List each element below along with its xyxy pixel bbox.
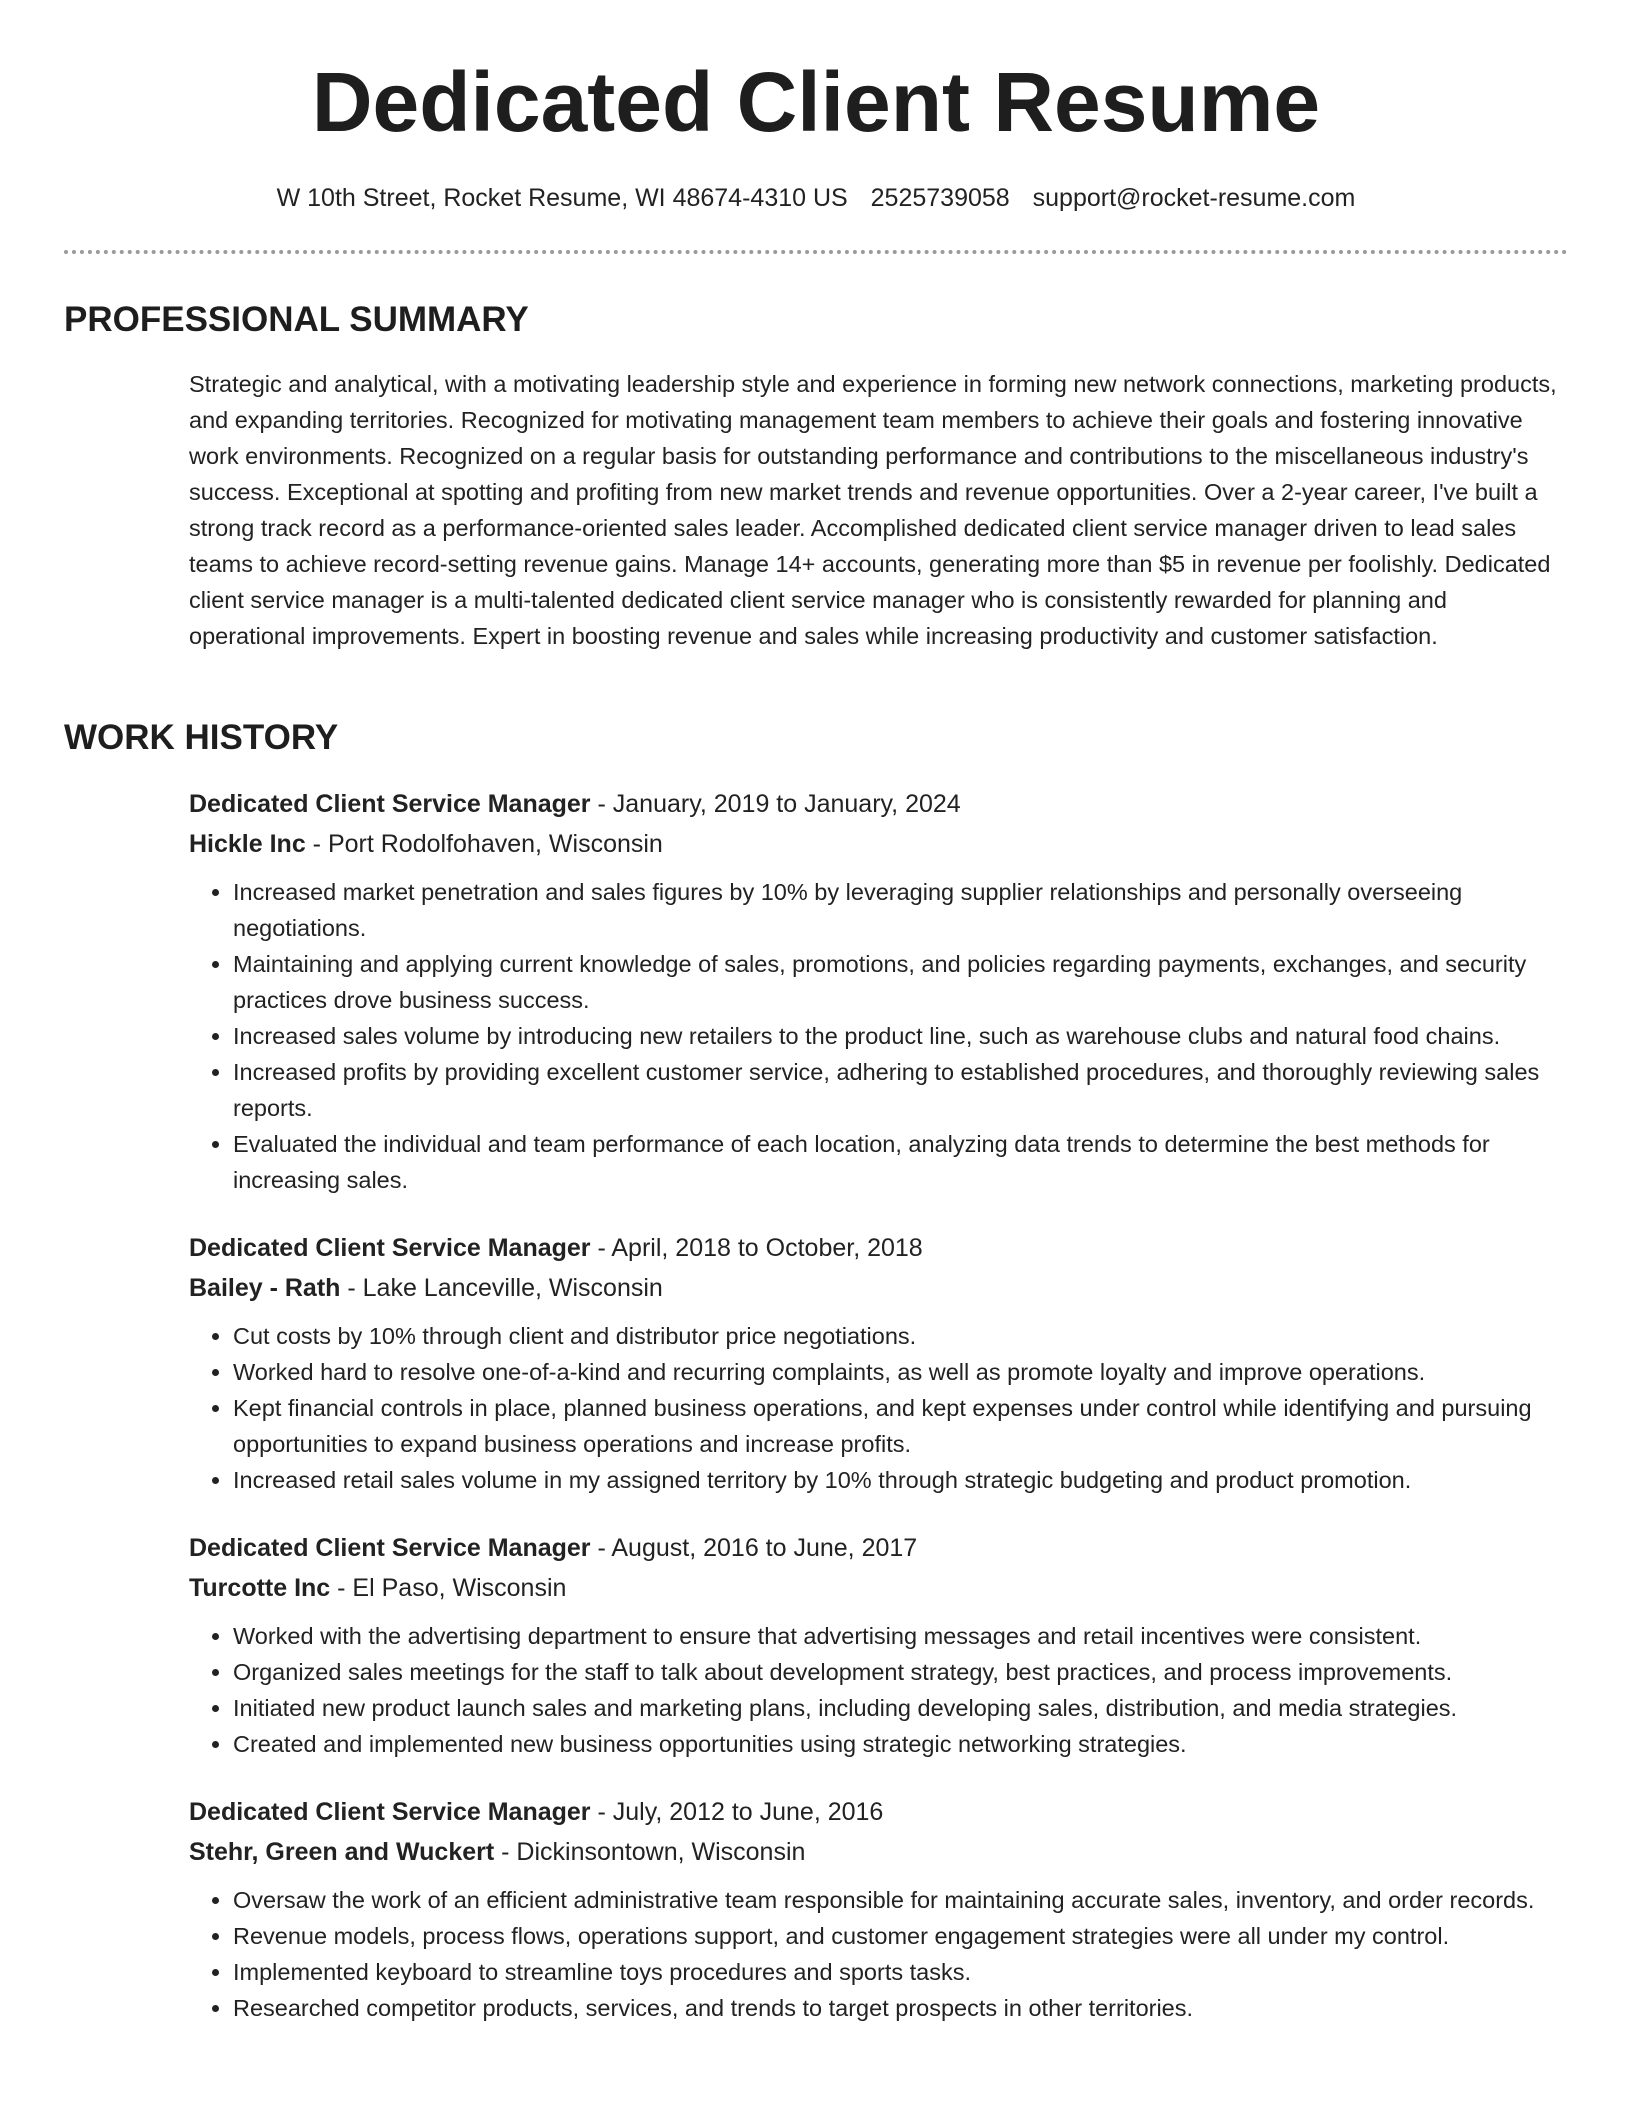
contact-email: support@rocket-resume.com <box>1032 184 1356 212</box>
contact-address: W 10th Street, Rocket Resume, WI 48674-4310 US <box>276 184 848 212</box>
job-bullet: • Revenue models, process flows, operations support, and customer engagement strategies were all under my control. <box>233 1918 1569 1954</box>
job-title: Dedicated Client Service Manager <box>189 1798 591 1826</box>
job-company: Hickle Inc <box>189 830 306 858</box>
job-dates: - August, 2016 to June, 2017 <box>590 1534 918 1562</box>
job-bullet: • Initiated new product launch sales and marketing plans, including developing sales, distribution, and media strategies. <box>233 1690 1569 1726</box>
resume-title: Dedicated Client Resume <box>311 55 1321 149</box>
job-company: Turcotte Inc <box>189 1574 331 1602</box>
job-bullet: • Worked with the advertising department to ensure that advertising messages and retail incentives were consistent. <box>233 1618 1569 1654</box>
job-title: Dedicated Client Service Manager <box>189 1234 591 1262</box>
job-bullet: • Created and implemented new business opportunities using strategic networking strategies. <box>233 1726 1569 1762</box>
job-bullet: • Organized sales meetings for the staff to talk about development strategy, best practices, and process improvements. <box>233 1654 1569 1690</box>
job-dates: - July, 2012 to June, 2016 <box>590 1798 884 1826</box>
job-bullet: • Kept financial controls in place, planned business operations, and kept expenses under control while identifying and pursuing opportunities to expand business operations and increase profits. <box>233 1390 1569 1462</box>
job-title: Dedicated Client Service Manager <box>189 790 591 818</box>
job-company-line <box>189 824 1569 864</box>
job-bullet: • Cut costs by 10% through client and distributor price negotiations. <box>233 1318 1569 1354</box>
job-entry <box>189 1528 1569 1762</box>
job-entry <box>189 1228 1569 1498</box>
job-company: Stehr, Green and Wuckert <box>189 1838 495 1866</box>
job-title-line <box>189 1792 1569 1832</box>
job-bullets <box>189 1318 1569 1498</box>
summary-text: Strategic and analytical, with a motivating leadership style and experience in forming new network connections, marketing products, and expanding territories. Recognized for motivating management team members to achieve their goals and fostering innovative work environments. Recognized on a regular basis for outstanding performance and contributions to the miscellaneous industry's success. Exceptional at spotting and profiting from new market trends and revenue opportunities. Over a 2-year career, I've built a strong track record as a performance-oriented sales leader. Accomplished dedicated client service manager driven to lead sales teams to achieve record-setting revenue gains. Manage 14+ accounts, generating more than $5 in revenue per foolishly. Dedicated client service manager is a multi-talented dedicated client service manager who is consistently rewarded for planning and operational improvements. Expert in boosting revenue and sales while increasing productivity and customer satisfaction. <box>189 371 1557 649</box>
job-title: Dedicated Client Service Manager <box>189 1534 591 1562</box>
job-dates: - January, 2019 to January, 2024 <box>590 790 961 818</box>
job-title-line <box>189 1528 1569 1568</box>
job-bullet: • Increased retail sales volume in my assigned territory by 10% through strategic budgeting and product promotion. <box>233 1462 1569 1498</box>
job-location: - Lake Lanceville, Wisconsin <box>340 1274 663 1302</box>
summary-heading: PROFESSIONAL SUMMARY <box>64 300 529 339</box>
work-history-list <box>189 784 1569 2056</box>
job-bullet: • Oversaw the work of an efficient administrative team responsible for maintaining accurate sales, inventory, and order records. <box>233 1882 1569 1918</box>
contact-phone: 2525739058 <box>870 184 1010 212</box>
job-company-line <box>189 1268 1569 1308</box>
job-bullet: • Maintaining and applying current knowledge of sales, promotions, and policies regarding payments, exchanges, and security practices drove business success. <box>233 946 1569 1018</box>
job-bullets <box>189 1618 1569 1762</box>
job-company: Bailey - Rath <box>189 1274 341 1302</box>
work-history-heading: WORK HISTORY <box>64 718 339 757</box>
job-bullet: • Increased sales volume by introducing new retailers to the product line, such as warehouse clubs and natural food chains. <box>233 1018 1569 1054</box>
job-bullets <box>189 874 1569 1198</box>
job-location: - Port Rodolfohaven, Wisconsin <box>305 830 663 858</box>
header-divider <box>64 250 1568 254</box>
contact-line <box>0 180 1632 216</box>
job-bullet: • Increased market penetration and sales figures by 10% by leveraging supplier relationships and personally overseeing negotiations. <box>233 874 1569 946</box>
job-location: - El Paso, Wisconsin <box>330 1574 567 1602</box>
job-bullet: • Implemented keyboard to streamline toys procedures and sports tasks. <box>233 1954 1569 1990</box>
job-bullet: • Evaluated the individual and team performance of each location, analyzing data trends to determine the best methods for increasing sales. <box>233 1126 1569 1198</box>
job-location: - Dickinsontown, Wisconsin <box>494 1838 806 1866</box>
job-bullet: • Researched competitor products, services, and trends to target prospects in other territories. <box>233 1990 1569 2026</box>
job-bullet: • Worked hard to resolve one-of-a-kind and recurring complaints, as well as promote loyalty and improve operations. <box>233 1354 1569 1390</box>
job-company-line <box>189 1568 1569 1608</box>
job-title-line <box>189 1228 1569 1268</box>
job-bullets <box>189 1882 1569 2026</box>
job-title-line <box>189 784 1569 824</box>
job-entry <box>189 1792 1569 2026</box>
job-bullet: • Increased profits by providing excellent customer service, adhering to established procedures, and thoroughly reviewing sales reports. <box>233 1054 1569 1126</box>
job-company-line <box>189 1832 1569 1872</box>
job-dates: - April, 2018 to October, 2018 <box>590 1234 923 1262</box>
job-entry <box>189 784 1569 1198</box>
